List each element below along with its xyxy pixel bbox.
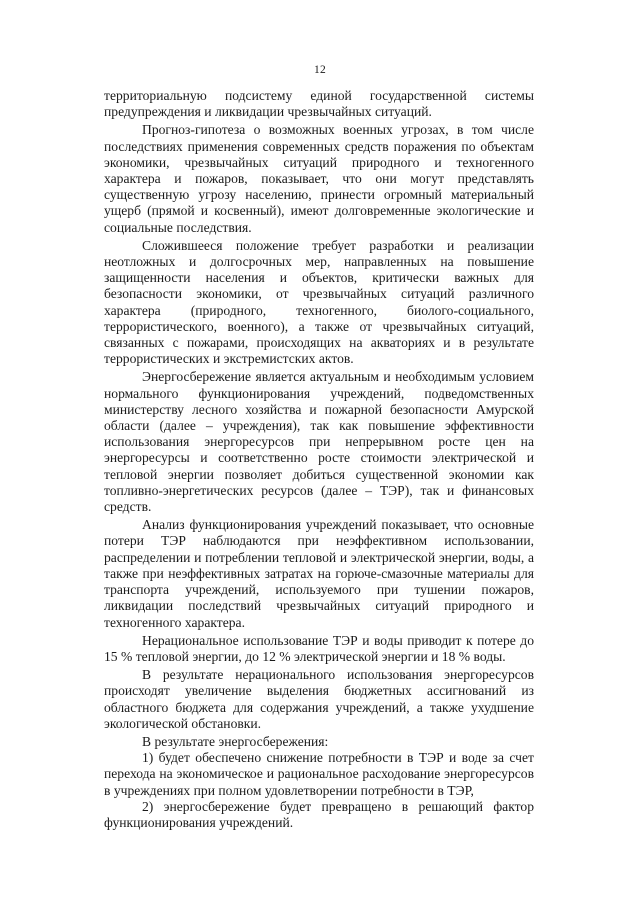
paragraph-forecast-hypothesis: Прогноз-гипотеза о возможных военных угрозах, в том числе последствиях применения современных средств поражения по объектам экономики, чрезвычайных ситуаций природного и техногенного характера и пожаров, показывает, что они могут представлять существенную угрозу населению, принести огромный материальный ущерб (прямой и косвенный), имеют долговременные экологические и социальные последствия.: [104, 122, 534, 235]
paragraph-continuation: территориальную подсистему единой государственной системы предупреждения и ликвидации чрезвычайных ситуаций.: [104, 88, 534, 120]
document-body: [104, 88, 534, 831]
paragraph-current-situation: Сложившееся положение требует разработки и реализации неотложных и долгосрочных мер, направленных на повышение защищенности населения и объектов, критически важных для безопасности экономики, от чрезвычайных ситуаций различного характера (природного, техногенного, биолого-социального, террористического, военного), а также от чрезвычайных ситуаций, связанных с пожарами, происходящих на акваториях и в результате террористических и экстремистских актов.: [104, 237, 534, 367]
list-item-1: 1) будет обеспечено снижение потребности в ТЭР и воде за счет перехода на экономическое и рациональное расходование энергоресурсов в учреждениях при полном удовлетворении потребности в ТЭР,: [104, 750, 534, 798]
paragraph-consequences: В результате нерационального использования энергоресурсов происходят увеличение выделения бюджетных ассигнований из областного бюджета для содержания учреждений, а также ухудшение экологической обстановки.: [104, 667, 534, 731]
paragraph-irrational-use: Нерациональное использование ТЭР и воды приводит к потере до 15 % тепловой энергии, до 12 % электрической энергии и 18 % воды.: [104, 632, 534, 664]
paragraph-energy-saving: Энергосбережение является актуальным и необходимым условием нормального функционирования учреждений, подведомственных министерству лесного хозяйства и пожарной безопасности Амурской области (далее – учреждения), так как повышение эффективности использования энергоресурсов при непрерывном росте цен на энергоресурсы и соответственно росте стоимости электрической и тепловой энергии позволяет добиться существенной экономии как топливно-энергетических ресурсов (далее – ТЭР), так и финансовых средств.: [104, 369, 534, 515]
paragraph-results-intro: В результате энергосбережения:: [142, 733, 329, 749]
paragraph-analysis: Анализ функционирования учреждений показывает, что основные потери ТЭР наблюдаются при неэффективном использовании, распределении и потреблении тепловой и электрической энергии, воды, а также при неэффективных затратах на горюче-смазочные материалы для транспорта учреждений, используемого при тушении пожаров, ликвидации последствий чрезвычайных ситуаций природного и техногенного характера.: [104, 517, 534, 630]
list-item-2: 2) энергосбережение будет превращено в решающий фактор функционирования учреждений.: [104, 798, 534, 830]
page-number: 12: [313, 64, 327, 76]
